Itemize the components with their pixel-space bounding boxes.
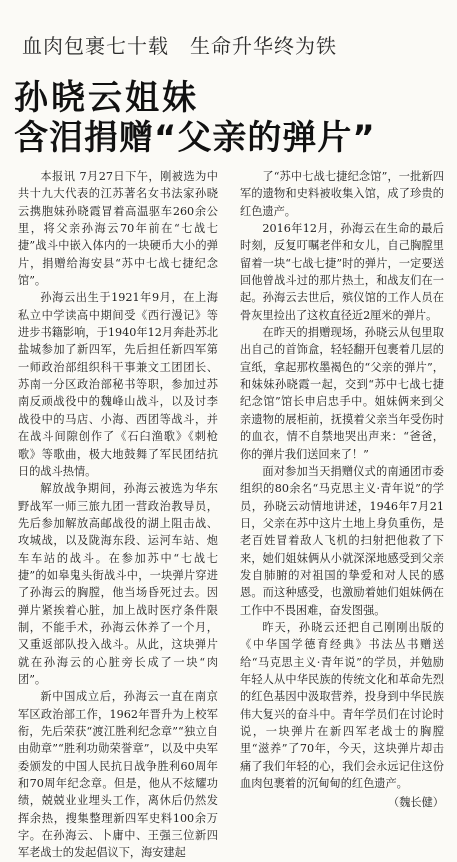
article-paragraph: 新中国成立后，孙海云一直在南京军区政治部工作，1962年晋升为上校军衔，先后荣获“渡江胜利纪念章”“独立自由勋章”“胜利功勋荣誉章”，以及中央军委颁发的中国人民抗日战争胜利60周年和70周年纪念章。但是，他从不炫耀功绩，兢兢业业埋头工作，离休后仍然发挥余热，搜集整理新四军史料100余万字。在孙海云、卜庸中、王强三位新四军老战士的发起倡议下，海安建起 [18, 690, 218, 860]
byline: （魏长健） [388, 796, 444, 810]
article-paragraph: 在昨天的捐赠现场，孙晓云从包里取出自己的首饰盒，轻轻翻开包裹着几层的宣纸，拿起那枚墨褐色的“父亲的弹片”，和妹妹孙晓霞一起，交到“苏中七战七捷纪念馆”馆长申启忠手中。姐妹俩来到父亲遗物的展柜前，抚摸着父亲当年受伤时的血衣，情不自禁地哭出声来：“爸爸，你的弹片我们送回来了！” [240, 326, 444, 461]
article-paragraph: 2016年12月，孙海云在生命的最后时刻，反复叮嘱老伴和女儿，自己胸膛里留着一块“七战七捷”时的弹片，一定要送回他曾战斗过的那片热土，和战友们在一起。孙海云去世后，殡仪馆的工作人员在骨灰里捡出了这枚直径近2厘米的弹片。 [240, 222, 444, 322]
headline-line-1: 孙晓云姐妹 [14, 78, 199, 118]
article-column-right [240, 168, 444, 808]
kicker-headline: 血肉包裹七十载 生命升华终为铁 [22, 34, 337, 58]
article-paragraph: 面对参加当天捐赠仪式的南通团市委组织的80余名“马克思主义·青年说”的学员，孙晓云动情地讲述，1946年7月21日，父亲在苏中这片土地上身负重伤，是老百姓冒着敌人飞机的扫射把他救了下来，她们姐妹俩从小就深深地感受到父亲发自肺腑的对祖国的挚爱和对人民的感恩。而这种感受，也激励着她们姐妹俩在工作中不畏困难，奋发图强。 [240, 464, 444, 617]
article-paragraph: 了“苏中七战七捷纪念馆”，一批新四军的遗物和史料被收集入馆，成了珍贵的红色遗产。 [240, 170, 444, 218]
article-column-left [18, 168, 218, 860]
article-paragraph: 孙海云出生于1921年9月，在上海私立中学读高中期间受《西行漫记》等进步书籍影响，于1940年12月奔赴苏北盐城参加了新四军，先后担任新四军第一师政治部组织科干事兼文工团团长、苏南一分区政治部秘书等职，参加过苏南反顽战役中的魏峰山战斗，以及讨李战役中的马店、小海、西团等战斗，并在战斗间隙创作了《石臼渔歌》《刺枪歌》等歌曲，极大地鼓舞了军民团结抗日的战斗热情。 [18, 291, 218, 478]
article-paragraph: 解放战争期间，孙海云被选为华东野战军一师三旅九团一营政治教导员，先后参加解放高邮战役的湖上阻击战、攻城战，以及陇海东段、运河车站、炮车车站的战斗。在参加苏中“七战七捷”的如皋鬼头街战斗中，一块弹片穿进了孙海云的胸膛，他当场昏死过去。因弹片紧挨着心脏，加上战时医疗条件限制，不能手术，孙海云休养了一个月，又重返部队投入战斗。从此，这块弹片就在孙海云的心脏旁长成了一块“肉团”。 [18, 482, 218, 686]
article-paragraph: 昨天，孙晓云还把自己刚刚出版的《中华国学德育经典》书法丛书赠送给“马克思主义·青年说”的学员，并勉励年轻人从中华民族的传统文化和革命先烈的红色基因中汲取营养，投身到中华民族伟大复兴的奋斗中。青年学员们在讨论时说，一块弹片在新四军老战士的胸膛里“滋养”了70年，今天，这块弹片却击痛了我们年轻的心，我们会永远记住这份血肉包裹着的沉甸甸的红色遗产。 [240, 620, 444, 791]
headline-line-2: 含泪捐赠“父亲的弹片” [14, 118, 376, 158]
article-paragraph: 本报讯 7月27日下午，刚被选为中共十九大代表的江苏著名女书法家孙晓云携胞妹孙晓霞冒着高温驱车260余公里，将父亲孙海云70年前在“七战七捷”战斗中嵌入体内的一块硬币大小的弹片，捐赠给海安县“苏中七战七捷纪念馆”。 [18, 170, 218, 288]
